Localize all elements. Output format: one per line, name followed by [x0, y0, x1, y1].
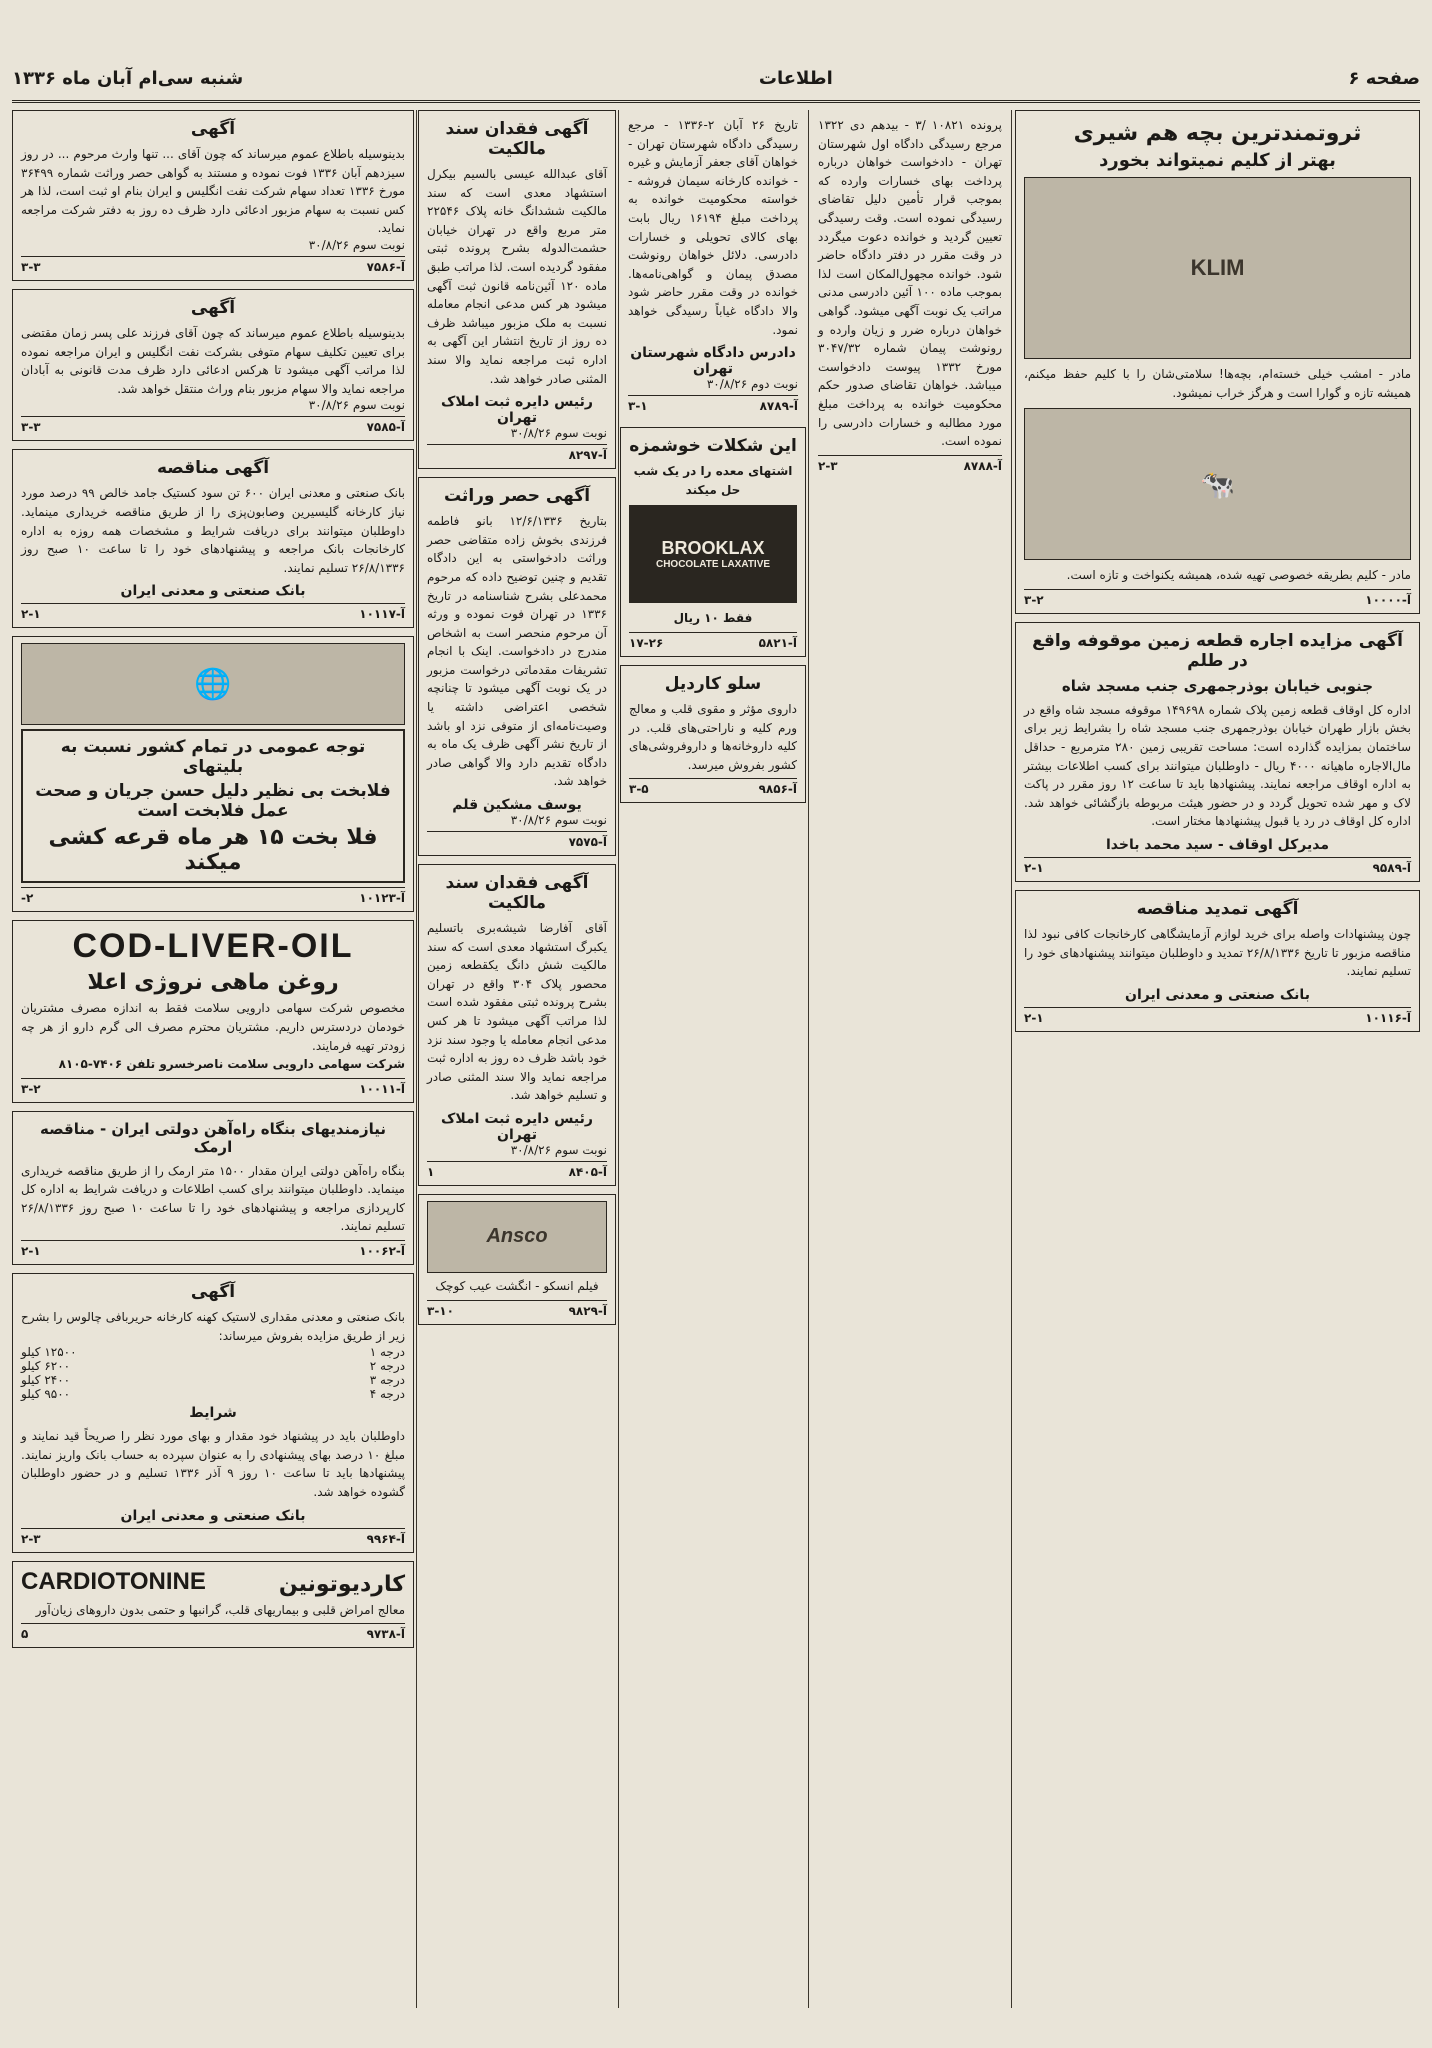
column-5	[12, 110, 414, 2008]
rubber-sale-ad	[12, 1273, 414, 1553]
cod-liver-oil-latin: COD-LIVER-OIL	[72, 927, 354, 966]
ad-code-row	[427, 1300, 607, 1318]
ad-code: آ-۱۰۰۶۲	[359, 1244, 405, 1259]
milk-ad	[1015, 110, 1420, 614]
cardiotonine-header	[21, 1568, 405, 1601]
ad-code-row	[629, 632, 797, 650]
globe-icon: 🌐	[194, 666, 232, 702]
lost-deed-2-body: آقای آفارضا شیشه‌بری باتسلیم یکبرگ استشهاد معدی است که سند مالکیت شش دانگ یکقطعه زمین محصور پلاک ۳۰۴ واقع در تهران بشرح پرونده ثبتی مفقود شده است لذا مراتب آگهی میشود تا هر کس مدعی انجام معامله یا وجود سند نزد خود باشد ظرف ده روز به اداره ثبت مراجعه نماید والا سند المثنی صادر و تسلیم خواهد شد.	[427, 921, 607, 1103]
railway-body: بنگاه راه‌آهن دولتی ایران مقدار ۱۵۰۰ متر ارمک را از طریق مناقصه خریداری مینماید. داوطلبان میتوانند برای کسب اطلاعات و دریافت شرایط به اداره کل کارپردازی مراجعه و پیشنهادهای خود را تا ساعت ۱۰ صبح روز ۲۶/۸/۱۳۳۶ تسلیم نمایند.	[21, 1163, 405, 1234]
cardiotonine-ad	[12, 1561, 414, 1649]
ad-code: آ-۹۸۵۶	[758, 782, 797, 797]
lost-deed-1-signature: رئیس دایره ثبت املاک تهران	[441, 394, 593, 427]
lottery-line2: فلابخت بی نظیر دلیل حسن جریان و صحت عمل فلابخت است	[35, 781, 391, 822]
tender-body: بانک صنعتی و معدنی ایران ۶۰۰ تن سود کستیک جامد خالص ۹۹ درصد مورد نیاز کارخانه گلیسیرین وصابون‌پزی را از طریق مناقصه خریداری مینماید. داوطلبان میتوانند برای دریافت شرایط و مشخصات همه روزه به اداره کارخانجات بانک مراجعه و پیشنهادهای خود را تا ساعت ۱۰ صبح روز ۲۶/۸/۱۳۳۶ تسلیم نمایند.	[21, 486, 406, 575]
lottery-line3: فلا بخت ۱۵ هر ماه قرعه کشی میکند	[48, 825, 378, 876]
ansco-ad	[418, 1194, 616, 1325]
milk-brand: KLIM	[1190, 255, 1245, 280]
cardil-title: سلو کاردیل	[664, 673, 762, 694]
lease-title: آگهی مزایده اجاره قطعه زمین موقوفه واقع در طلم	[1032, 630, 1403, 671]
sale-item	[21, 1387, 405, 1401]
tender-ad	[12, 449, 414, 628]
brooklax-line3: حل میکند	[685, 482, 741, 497]
lost-deed-ad-1	[418, 110, 616, 469]
inheritance-body: بتاریخ ۱۲/۶/۱۳۳۶ بانو فاطمه فرزندی بخوش زاده متقاضی حصر وراثت دادخواستی به این دادگاه تقدیم و چنین توضیح داده که مرحوم محمدعلی بشرح شناسنامه در تاریخ ۱۳۳۶ در تهران فوت نموده و ورثه آن مرحوم منحصر است به اشخاص مندرج در دادخواست. اینک با انجام تشریفات مقدماتی درخواست مزبور در یک نوبت آگهی میشود تا چنانچه شخصی اعتراضی داشته یا وصیت‌نامه‌ای از متوفی نزد او باشد از تاریخ نشر آگهی ظرف یک ماه به دادگاه تقدیم دارد والا گواهی صادر خواهد شد.	[427, 514, 607, 789]
sale-item-value: ۹۵۰۰ کیلو	[21, 1387, 71, 1402]
lost-deed-1-body: آقای عبدالله عیسی بالسیم بیکرل استشهاد معدی است که سند مالکیت ششدانگ خانه پلاک ۲۲۵۴۶ متر مربع واقع در تهران خیابان حشمت‌الدوله بشرح پرونده ثبتی مفقود گردیده است. لذا مراتب طبق ماده ۱۲۰ آئین‌نامه قانون ثبت آگهی میشود هر کس مدعی انجام معامله نسبت به ملک مزبور میباشد ظرف ده روز از تاریخ انتشار این آگهی به اداره ثبت مراجعه نماید والا سند المثنی صادر خواهد شد.	[427, 167, 607, 386]
brooklax-line1: این شکلات خوشمزه	[629, 436, 797, 457]
ad-code-run: ۲-۱	[1024, 860, 1044, 875]
cod-liver-oil-title: روغن ماهی نروژی اعلا	[87, 970, 339, 996]
lost-deed-1-tail	[427, 426, 607, 440]
lottery-illustration	[21, 643, 405, 725]
railway-title: نیازمندیهای بنگاه راه‌آهن دولتی ایران - مناقصه ارمک	[40, 1119, 386, 1156]
sale-signature: بانک صنعتی و معدنی ایران	[120, 1507, 306, 1524]
tender-ext-signature: بانک صنعتی و معدنی ایران	[1125, 986, 1310, 1003]
sale-item-label: درجه ۲	[369, 1359, 405, 1374]
cod-liver-oil-body: مخصوص شرکت سهامی دارویی سلامت فقط به اندازه مصرف مشتریان خودمان دردسترس داریم. مشتریان محترم مصرف الی گرم دارو از هر چه زودتر تهیه فرمایند.	[21, 1001, 405, 1053]
ad-code-run: ۲-۱	[21, 1244, 41, 1259]
page-header	[12, 56, 1420, 103]
notice-ad-1	[12, 110, 414, 281]
column-rule	[808, 110, 809, 2008]
brooklax-brand: BROOKLAX	[661, 538, 765, 559]
lottery-ad	[12, 636, 414, 912]
ad-code-row	[427, 831, 607, 849]
court-notice-2-tail	[628, 377, 798, 391]
lottery-banner	[21, 729, 405, 883]
ad-code: آ-۸۷۸۹	[759, 399, 798, 414]
tender-ext-body: چون پیشنهادات واصله برای خرید لوازم آزمایشگاهی کارخانجات کافی نبود لذا مناقصه مزبور تا تاریخ ۲۶/۸/۱۳۳۶ تمدید و داوطلبان میتوانند پیشنهادهای خود را تسلیم نمایند.	[1024, 926, 1412, 979]
ad-code-row	[427, 444, 607, 462]
lost-deed-2-signature: رئیس دایره ثبت املاک تهران	[441, 1110, 593, 1143]
cardiotonine-body: معالج امراض قلبی و بیماریهای قلب، گرانبها و حتمی بدون داروهای زیان‌آور	[35, 1602, 405, 1617]
ad-code: آ-۷۵۸۶	[366, 259, 405, 274]
ad-code-run: ۱۷-۲۶	[629, 635, 664, 650]
brooklax-ad	[620, 427, 806, 657]
ad-code: آ-۸۴۰۵	[568, 1164, 607, 1179]
ad-code-row	[21, 416, 405, 434]
milk-slogan-2: بهتر از کلیم نمیتواند بخورد	[1099, 150, 1336, 171]
ad-code-run: ۲-۳	[21, 1531, 41, 1546]
brooklax-sub: CHOCOLATE LAXATIVE	[655, 559, 771, 571]
railway-ad	[12, 1111, 414, 1265]
inheritance-tail	[427, 813, 607, 827]
ad-code-run: ۱	[427, 1164, 435, 1179]
notice-1-tail	[21, 238, 405, 252]
sale-item-value: ۱۲۵۰۰ کیلو	[21, 1345, 77, 1360]
ad-code: آ-۱۰۰۰۰	[1365, 592, 1411, 607]
ad-code-run: ۲-۱	[21, 607, 41, 622]
ad-code: آ-۹۷۳۸	[366, 1627, 405, 1642]
ad-code-row	[427, 1161, 607, 1179]
tender-extension-ad	[1015, 890, 1420, 1032]
lost-deed-2-title: آگهی فقدان سند مالکیت	[445, 873, 589, 914]
brooklax-line2: اشتهای معده را در یک شب	[633, 464, 793, 479]
ad-code: آ-۱۰۱۲۳	[359, 891, 405, 906]
lease-subtitle: جنوبی خیابان بوذرجمهری جنب مسجد شاه	[1061, 676, 1374, 695]
ad-code: آ-۷۵۷۵	[568, 835, 607, 850]
lease-ad	[1015, 622, 1420, 882]
ad-code-row	[21, 603, 405, 621]
ad-code-run: ۲-۱	[1024, 1010, 1044, 1025]
ad-code-run: ۳-۲	[21, 1081, 41, 1096]
column-rule	[1011, 110, 1012, 2008]
court-notice-2-signature: دادرس دادگاه شهرستان تهران	[630, 345, 796, 378]
notice-tail: نوبت سوم ۳۰/۸/۲۶	[510, 426, 607, 441]
ad-code-run: ۳-۳	[21, 259, 41, 274]
ad-code: آ-۵۸۲۱	[758, 635, 797, 650]
ad-code-row	[21, 1623, 405, 1641]
sale-item	[21, 1345, 405, 1359]
cardiotonine-title: کاردیوتونین	[278, 1571, 405, 1597]
lease-body: اداره کل اوقاف قطعه زمین پلاک شماره ۱۴۹۶۹۸ موقوفه مسجد شاه واقع در بخش بازار طهران خیابان بوذرجمهری جنب مسجد شاه را بشرایط زیر برای ساختمان بمزایده گذارده است: مساحت تقریبی زمین ۲۸۰ مترمربع - حداقل مال‌الاجاره ماهیانه ۴۰۰۰ ریال - داوطلبان میتوانند برای کسب اطلاعات بیشتر به اداره اوقاف مراجعه نمایند. پیشنهادها باید تا ساعت ۱۲ روز مقرر در پاکت لاک و مهر شده تحویل گردد و در حضور هیئت مربوطه بازگشائی خواهد شد. اداره کل اوقاف در رد یا قبول پیشنهادها مختار است.	[1024, 702, 1412, 829]
ad-code-run: ۳-۳	[21, 420, 41, 435]
court-notice	[810, 110, 1010, 479]
ad-code: آ-۱۰۱۱۷	[359, 607, 405, 622]
paper-name: اطلاعات	[758, 67, 833, 89]
notice-ad-2	[12, 289, 414, 441]
cardil-body: داروی مؤثر و مقوی قلب و معالج ورم کلیه و ناراحتی‌های قلب. در کلیه داروخانه‌ها و داروفروشی‌های کشور بفروش میرسد.	[629, 701, 797, 772]
ad-code-run: ۳-۱	[628, 399, 648, 414]
inheritance-title: آگهی حصر وراثت	[443, 486, 591, 507]
notice-1-title: آگهی	[190, 119, 236, 139]
lottery-line1: توجه عمومی در تمام کشور نسبت به بلیتهای	[60, 737, 366, 778]
ad-code-row	[21, 1528, 405, 1546]
column-rule	[618, 110, 619, 2008]
inheritance-ad	[418, 477, 616, 856]
ad-code-row	[629, 778, 797, 796]
milk-illustration	[1024, 177, 1411, 359]
ansco-brand: Ansco	[486, 1225, 548, 1248]
column-2	[810, 110, 1010, 2008]
column-3	[620, 110, 806, 2008]
sale-item-label: درجه ۱	[369, 1345, 405, 1360]
sale-item	[21, 1359, 405, 1373]
sale-item-label: درجه ۳	[369, 1373, 405, 1388]
milk-slogan-1: ثروتمندترین بچه هم شیری	[1073, 121, 1362, 146]
sale-title: آگهی	[190, 1282, 236, 1303]
ad-code: آ-۹۹۶۴	[366, 1531, 405, 1546]
cow-icon: 🐄	[1200, 467, 1235, 501]
ad-code-run: ۵	[21, 1627, 29, 1642]
ad-code: آ-۱۰۱۱۶	[1365, 1010, 1411, 1025]
milk-dialogue-2: مادر - کلیم بطریقه خصوصی تهیه شده، همیشه یکنواخت و تازه است.	[1066, 568, 1411, 583]
ansco-package	[427, 1201, 607, 1273]
lost-deed-ad-2	[418, 864, 616, 1186]
ad-code-row	[818, 455, 1002, 473]
notice-2-title: آگهی	[190, 297, 236, 318]
notice-1-body: بدینوسیله باطلاع عموم میرساند که چون آقای ... تنها وارث مرحوم ... در روز سیزدهم آبان ۱۳۳۶ فوت نموده و مستند به گواهی حصر وراثت شماره ۳۶۴۹۹ مورخ ۱۳۳۶ تعداد سهام شرکت نفت انگلیس و ایران بنام او ثبت است، لذا هر کس نسبت به سهام مزبور ادعائی دارد ظرف ده روز به دفتر شرکت مراجعه نماید.	[21, 147, 405, 236]
notice-tail: نوبت سوم ۳۰/۸/۲۶	[510, 813, 607, 828]
notice-tail: نوبت سوم ۳۰/۸/۲۶	[308, 398, 405, 413]
ad-code-row	[21, 256, 405, 274]
ad-code-row	[628, 395, 798, 413]
ad-code-run: ۳-۵	[629, 782, 649, 797]
column-4	[418, 110, 616, 2008]
sale-item-label: درجه ۴	[369, 1387, 405, 1402]
date-label: شنبه سی‌ام آبان ماه ۱۳۳۶	[12, 67, 244, 89]
ad-code-row	[21, 887, 405, 905]
ad-code-row	[1024, 857, 1411, 875]
court-notice-body: پرونده ۱۰۸۲۱ /۳ - بیدهم دی ۱۳۲۲ مرجع رسیدگی دادگاه اول شهرستان تهران - دادخواست خواهان درباره پرداخت بهای خسارات وارده که بموجب قرار تأمین دلیل تقاضای رسیدگی نموده است. وقت رسیدگی تعیین گردید و خوانده دعوت میگردد در وقت مقرر در دفتر دادگاه حاضر شود. خوانده مجهول‌المکان است لذا بموجب ماده ۱۰۰ آئین دادرسی مدنی مراتب یک نوبت آگهی میشود. گواهی خواهان درباره ضرر و زیان وارده و رونوشت پیمان شماره ۳۰۴۷/۳۲ مورخ ۱۳۳۲ پیوست دادخواست میباشد. خواهان تقاضای صدور حکم محکومیت خوانده به پرداخت مبلغ مورد مطالبه و خسارات دادرسی را نموده است.	[818, 118, 1003, 449]
ad-code-row	[21, 1240, 405, 1258]
sale-item	[21, 1373, 405, 1387]
ad-code: آ-۸۲۹۷	[568, 448, 607, 463]
tender-title: آگهی مناقصه	[156, 458, 270, 479]
ad-code: آ-۹۸۲۹	[568, 1303, 607, 1318]
notice-2-tail	[21, 398, 405, 412]
column-rule	[416, 110, 417, 2008]
notice-tail: نوبت سوم ۳۰/۸/۲۶	[308, 237, 405, 252]
sale-intro: بانک صنعتی و معدنی مقداری لاستیک کهنه کارخانه حریربافی چالوس را بشرح زیر از طریق مزایده بفروش میرساند:	[21, 1310, 405, 1343]
cod-liver-oil-contact: شرکت سهامی دارویی سلامت ناصرخسرو تلفن ۷۴۰۶-۸۱۰۵	[58, 1057, 405, 1072]
page-label: صفحه ۶	[1348, 67, 1420, 89]
lease-signature: مدیرکل اوقاف - سید محمد باخدا	[1105, 836, 1329, 853]
notice-tail: نوبت دوم ۳۰/۸/۲۶	[706, 377, 798, 392]
cod-liver-oil-ad	[12, 920, 414, 1102]
lost-deed-2-tail	[427, 1143, 607, 1157]
brooklax-package	[629, 505, 797, 603]
ad-code: آ-۱۰۰۱۱	[359, 1081, 405, 1096]
ad-code-run: ۳-۲	[1024, 592, 1044, 607]
sale-conditions-title: شرایط	[189, 1405, 237, 1422]
ad-code-run: ۳-۱۰	[427, 1303, 454, 1318]
ad-code: آ-۷۵۸۵	[366, 420, 405, 435]
ad-code-run: ۲-	[21, 891, 34, 906]
sale-item-value: ۲۴۰۰ کیلو	[21, 1373, 71, 1388]
court-notice-2-body: تاریخ ۲۶ آبان ۲-۱۳۳۶ - مرجع رسیدگی دادگاه شهرستان تهران - خواهان آقای جعفر آزمایش و غیره - خوانده کارخانه سیمان فروشه - خواسته محکومیت خوانده به پرداخت مبلغ ۱۶۱۹۴ ریال بابت بهای کالای تحویلی و خسارات دادرسی. دلائل خواهان رونوشت مصدق پیمان و گواهی‌نامه‌ها. خوانده در وقت مقرر حاضر شود والا دادگاه غیاباً رسیدگی خواهد نمود.	[628, 118, 798, 337]
cardil-ad	[620, 665, 806, 803]
sale-item-value: ۶۲۰۰ کیلو	[21, 1359, 71, 1374]
inheritance-signature: یوسف مشکین قلم	[452, 797, 582, 814]
court-notice-2	[620, 110, 806, 419]
tender-signature: بانک صنعتی و معدنی ایران	[120, 583, 306, 600]
column-1	[1015, 110, 1420, 2008]
ad-code: آ-۸۷۸۸	[963, 458, 1002, 473]
ad-code-row	[21, 1078, 405, 1096]
milk-illustration-2	[1024, 408, 1411, 560]
cardiotonine-latin: CARDIOTONINE	[21, 1567, 206, 1595]
notice-2-body: بدینوسیله باطلاع عموم میرساند که چون آقای فرزند علی پسر زمان مقتضی برای تعیین تکلیف سهام متوفی بشرکت نفت انگلیس و ایران مراجعه نموده لذا مراتب آگهی میشود تا هرکس ادعائی دارد ظرف مدت قانونی به آبادان مراجعه نماید والا سهام مزبور بنام وراث منتقل خواهد شد.	[21, 325, 405, 396]
sale-conditions: داوطلبان باید در پیشنهاد خود مقدار و بهای مورد نظر را صریحاً قید نمایند و مبلغ ۱۰ درصد بهای پیشنهادی را به عنوان سپرده به حساب بانک واریز نمایند. پیشنهادها باید تا ساعت ۱۰ روز ۹ آذر ۱۳۳۶ تسلیم و در حضور داوطلبان گشوده خواهد شد.	[21, 1429, 405, 1500]
ansco-text: فیلم انسکو - انگشت عیب کوچک	[435, 1278, 599, 1293]
lost-deed-1-title: آگهی فقدان سند مالکیت	[445, 119, 589, 159]
brooklax-price: فقط ۱۰ ریال	[673, 611, 753, 626]
ad-code-run: ۲-۳	[818, 458, 838, 473]
notice-tail: نوبت سوم ۳۰/۸/۲۶	[510, 1142, 607, 1157]
ad-code-row	[1024, 589, 1411, 607]
milk-dialogue: مادر - امشب خیلی خسته‌ام، بچه‌ها! سلامتی‌شان را با کلیم حفظ میکنم، همیشه تازه و گوارا است و هرگز خراب نمیشود.	[1024, 367, 1411, 400]
ad-code: آ-۹۵۸۹	[1372, 860, 1411, 875]
tender-ext-title: آگهی تمدید مناقصه	[1136, 898, 1299, 919]
ad-code-row	[1024, 1007, 1411, 1025]
